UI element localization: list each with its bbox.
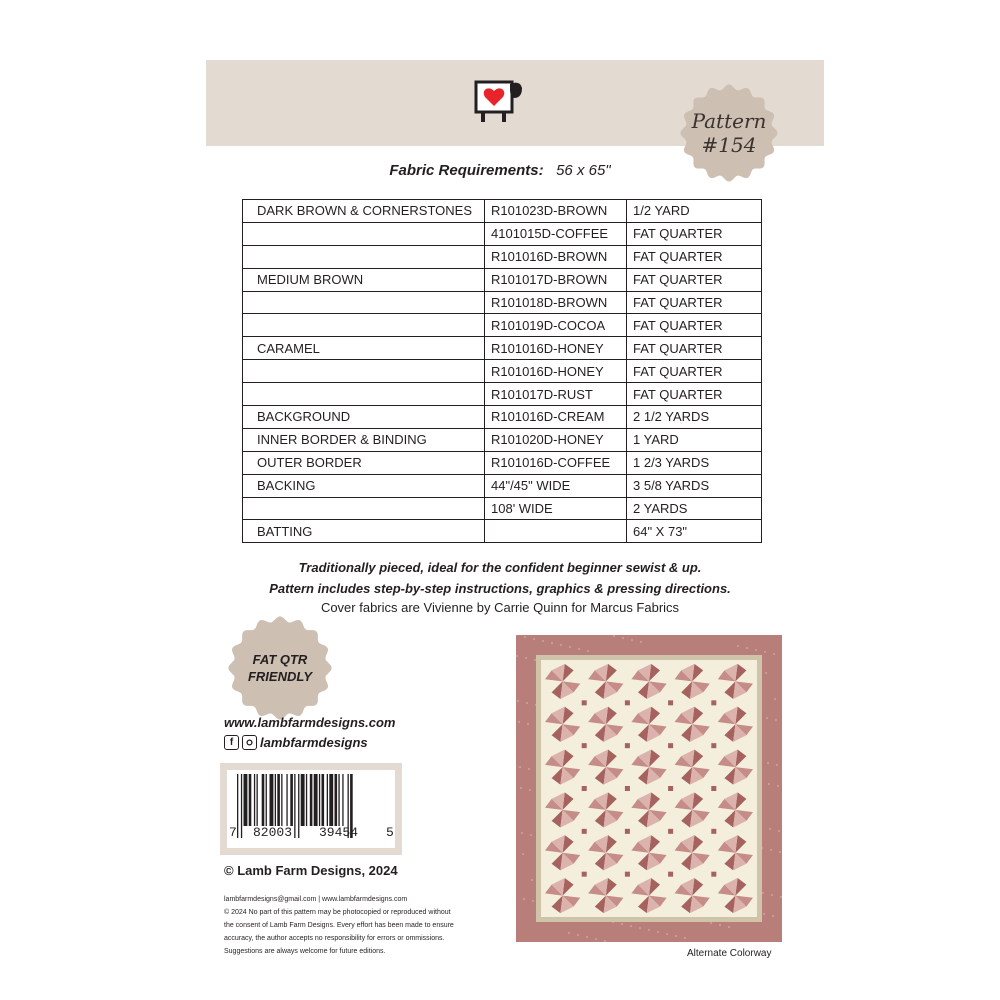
description-line-1: Traditionally pieced, ideal for the confident beginner sewist & up. bbox=[298, 560, 702, 575]
border-print-dot bbox=[710, 922, 712, 924]
cornerstone bbox=[668, 700, 673, 705]
border-print-dot bbox=[516, 655, 518, 657]
fabric-color-cell: BACKGROUND bbox=[243, 406, 485, 429]
instagram-icon[interactable] bbox=[242, 735, 257, 750]
description-line-2: Pattern includes step-by-step instructions, graphics & pressing directions. bbox=[269, 581, 731, 596]
border-print-dot bbox=[666, 933, 668, 935]
fabric-sku-cell: R101019D-COCOA bbox=[485, 314, 627, 337]
copyright: © Lamb Farm Designs, 2024 bbox=[224, 863, 398, 878]
quilt-background bbox=[541, 660, 757, 917]
border-print-dot bbox=[534, 659, 536, 661]
cornerstone bbox=[668, 872, 673, 877]
fabric-color-cell: OUTER BORDER bbox=[243, 451, 485, 474]
fabric-sku-cell: R101018D-BROWN bbox=[485, 291, 627, 314]
barcode-bar bbox=[298, 774, 299, 838]
border-print-dot bbox=[528, 768, 530, 770]
border-print-dot bbox=[523, 898, 525, 900]
fabric-requirements-label: Fabric Requirements: bbox=[389, 162, 544, 179]
barcode-bar bbox=[254, 774, 255, 826]
barcode-bar bbox=[277, 774, 280, 826]
badge-line-2: #154 bbox=[701, 133, 757, 157]
legal-line: accuracy, the author accepts no responsibility for errors or ommissions. bbox=[224, 935, 445, 942]
cornerstone bbox=[711, 743, 716, 748]
cornerstone bbox=[625, 700, 630, 705]
border-print-dot bbox=[770, 849, 772, 851]
border-print-dot bbox=[532, 900, 534, 902]
border-print-dot bbox=[768, 783, 770, 785]
border-print-dot bbox=[648, 929, 650, 931]
fabric-color-cell bbox=[243, 245, 485, 268]
border-print-dot bbox=[737, 645, 739, 647]
border-print-dot bbox=[613, 635, 615, 637]
fabric-sku-cell: 108' WIDE bbox=[485, 497, 627, 520]
fabric-sku-cell: R101017D-BROWN bbox=[485, 268, 627, 291]
border-print-dot bbox=[728, 926, 730, 928]
fabric-amount-cell: 1 YARD bbox=[627, 428, 762, 451]
border-print-dot bbox=[774, 698, 776, 700]
fabric-sku-cell: R101016D-BROWN bbox=[485, 245, 627, 268]
fabric-sku-cell: 4101015D-COFFEE bbox=[485, 222, 627, 245]
fabric-row bbox=[243, 222, 762, 245]
barcode-bar bbox=[294, 774, 295, 838]
social-handle: lambfarmdesigns bbox=[260, 735, 368, 750]
cornerstone bbox=[625, 743, 630, 748]
fabric-amount-cell: FAT QUARTER bbox=[627, 268, 762, 291]
border-print-dot bbox=[524, 636, 526, 638]
cornerstone bbox=[711, 872, 716, 877]
fabric-row bbox=[243, 291, 762, 314]
fabric-sku-cell: R101016D-HONEY bbox=[485, 337, 627, 360]
border-print-dot bbox=[779, 851, 781, 853]
barcode-bar bbox=[262, 774, 265, 826]
barcode-bar bbox=[342, 774, 343, 826]
border-print-dot bbox=[530, 834, 532, 836]
border-print-dot bbox=[622, 637, 624, 639]
barcode-bar bbox=[266, 774, 267, 826]
fabric-color-cell: INNER BORDER & BINDING bbox=[243, 428, 485, 451]
border-print-dot bbox=[778, 830, 780, 832]
fabric-color-cell: DARK BROWN & CORNERSTONES bbox=[243, 200, 485, 223]
border-print-dot bbox=[764, 651, 766, 653]
border-print-dot bbox=[777, 785, 779, 787]
cornerstone bbox=[625, 872, 630, 877]
border-print-dot bbox=[675, 935, 677, 937]
cornerstone bbox=[582, 786, 587, 791]
pattern-description bbox=[0, 557, 1000, 599]
border-print-dot bbox=[526, 702, 528, 704]
barcode-digit-first: 7 bbox=[229, 825, 237, 840]
fabric-sku-cell: 44"/45" WIDE bbox=[485, 474, 627, 497]
barcode-bar bbox=[314, 774, 318, 826]
fabric-amount-cell: 2 YARDS bbox=[627, 497, 762, 520]
fabric-amount-cell: 2 1/2 YARDS bbox=[627, 406, 762, 429]
border-print-dot bbox=[517, 700, 519, 702]
fabric-row bbox=[243, 314, 762, 337]
fabric-sku-cell bbox=[485, 520, 627, 543]
border-print-dot bbox=[578, 648, 580, 650]
barcode-bar bbox=[270, 774, 274, 826]
cornerstone bbox=[668, 829, 673, 834]
barcode-bar bbox=[249, 774, 252, 826]
barcode-bar bbox=[319, 774, 320, 826]
border-print-dot bbox=[684, 937, 686, 939]
cornerstone bbox=[625, 829, 630, 834]
border-print-dot bbox=[525, 657, 527, 659]
fabric-sku-cell: R101016D-HONEY bbox=[485, 360, 627, 383]
barcode-bar bbox=[257, 774, 258, 826]
fabric-requirements-title bbox=[0, 162, 1000, 179]
fabric-amount-cell: 1/2 YARD bbox=[627, 200, 762, 223]
legal-line: © 2024 No part of this pattern may be photocopied or reproduced without bbox=[224, 909, 451, 916]
border-print-dot bbox=[577, 934, 579, 936]
fabric-sku-cell: R101017D-RUST bbox=[485, 383, 627, 406]
border-print-dot bbox=[780, 896, 782, 898]
barcode-bar bbox=[244, 774, 248, 826]
legal-notice bbox=[224, 893, 499, 958]
fabric-row bbox=[243, 406, 762, 429]
border-print-dot bbox=[765, 672, 767, 674]
border-print-dot bbox=[772, 915, 774, 917]
fatqtr-line-2: FRIENDLY bbox=[247, 669, 313, 684]
border-print-dot bbox=[531, 879, 533, 881]
badge-line-1: Pattern bbox=[691, 109, 767, 133]
cornerstone bbox=[582, 829, 587, 834]
cornerstone bbox=[582, 700, 587, 705]
border-print-dot bbox=[755, 649, 757, 651]
barcode-bar bbox=[281, 774, 282, 826]
fabric-color-cell bbox=[243, 222, 485, 245]
fabric-row bbox=[243, 428, 762, 451]
border-print-dot bbox=[771, 894, 773, 896]
fabric-amount-cell: FAT QUARTER bbox=[627, 383, 762, 406]
barcode-bar bbox=[327, 774, 328, 826]
fabric-row bbox=[243, 337, 762, 360]
fabric-color-cell: CARAMEL bbox=[243, 337, 485, 360]
border-print-dot bbox=[657, 931, 659, 933]
fabric-row bbox=[243, 360, 762, 383]
barcode-bar bbox=[275, 774, 276, 826]
border-print-dot bbox=[520, 787, 522, 789]
fabric-color-cell: MEDIUM BROWN bbox=[243, 268, 485, 291]
border-print-dot bbox=[746, 647, 748, 649]
quilt-size: 56 x 65" bbox=[556, 162, 611, 179]
fabric-amount-cell: FAT QUARTER bbox=[627, 245, 762, 268]
border-print-dot bbox=[762, 892, 764, 894]
border-print-dot bbox=[639, 927, 641, 929]
fabric-row bbox=[243, 245, 762, 268]
barcode-bar bbox=[329, 774, 333, 826]
fabric-row bbox=[243, 200, 762, 223]
fabric-color-cell bbox=[243, 360, 485, 383]
fabric-amount-cell: FAT QUARTER bbox=[627, 222, 762, 245]
fabric-color-cell bbox=[243, 383, 485, 406]
fabric-row bbox=[243, 383, 762, 406]
border-print-dot bbox=[631, 639, 633, 641]
fabric-row bbox=[243, 451, 762, 474]
fabric-row bbox=[243, 497, 762, 520]
border-print-dot bbox=[542, 640, 544, 642]
cornerstone bbox=[668, 786, 673, 791]
border-print-dot bbox=[518, 721, 520, 723]
barcode-bar bbox=[290, 774, 293, 826]
border-print-dot bbox=[522, 853, 524, 855]
cornerstone bbox=[582, 743, 587, 748]
fabric-row bbox=[243, 268, 762, 291]
barcode-group-1: 82003 bbox=[253, 825, 293, 840]
barcode-bar bbox=[301, 774, 305, 826]
fabric-sku-cell: R101016D-CREAM bbox=[485, 406, 627, 429]
border-print-dot bbox=[766, 717, 768, 719]
cornerstone bbox=[711, 700, 716, 705]
border-print-dot bbox=[527, 723, 529, 725]
cornerstone bbox=[625, 786, 630, 791]
border-print-dot bbox=[769, 828, 771, 830]
fat-qtr-friendly-badge bbox=[227, 615, 333, 721]
fabric-color-cell bbox=[243, 314, 485, 337]
barcode-bar bbox=[335, 774, 338, 826]
barcode-bar bbox=[286, 774, 287, 826]
border-print-dot bbox=[560, 644, 562, 646]
image-caption: Alternate Colorway bbox=[687, 948, 772, 959]
fabric-sku-cell: R101016D-COFFEE bbox=[485, 451, 627, 474]
barcode-bar bbox=[310, 774, 313, 826]
border-print-dot bbox=[776, 764, 778, 766]
barcode-bar bbox=[241, 774, 242, 838]
border-print-dot bbox=[587, 650, 589, 652]
border-print-dot bbox=[630, 925, 632, 927]
fabric-color-cell bbox=[243, 497, 485, 520]
fabric-color-cell: BACKING bbox=[243, 474, 485, 497]
border-print-dot bbox=[640, 641, 642, 643]
fabric-credit: Cover fabrics are Vivienne by Carrie Quinn for Marcus Fabrics bbox=[320, 600, 680, 615]
border-print-dot bbox=[773, 653, 775, 655]
border-print-dot bbox=[519, 766, 521, 768]
fabric-amount-cell: 1 2/3 YARDS bbox=[627, 451, 762, 474]
social-handle-row bbox=[224, 735, 368, 750]
fabric-sku-cell: R101023D-BROWN bbox=[485, 200, 627, 223]
fatqtr-line-1: FAT QTR bbox=[252, 652, 308, 667]
legal-line: lambfarmdesigns@gmail.com | www.lambfarmdesigns.com bbox=[224, 896, 408, 903]
border-print-dot bbox=[569, 646, 571, 648]
fabric-sku-cell: R101020D-HONEY bbox=[485, 428, 627, 451]
border-print-dot bbox=[595, 938, 597, 940]
barcode-bar bbox=[237, 774, 238, 838]
fabric-color-cell: BATTING bbox=[243, 520, 485, 543]
border-print-dot bbox=[521, 832, 523, 834]
barcode-bar bbox=[338, 774, 339, 826]
cornerstone bbox=[668, 743, 673, 748]
border-print-dot bbox=[586, 936, 588, 938]
fabric-amount-cell: 3 5/8 YARDS bbox=[627, 474, 762, 497]
fabric-amount-cell: 64" X 73" bbox=[627, 520, 762, 543]
sheep-heart-icon bbox=[474, 76, 524, 124]
border-print-dot bbox=[719, 924, 721, 926]
legal-line: the consent of Lamb Farm Designs. Every effort has been made to ensure bbox=[224, 922, 454, 929]
legal-line: Suggestions are always welcome for future editions. bbox=[224, 948, 386, 955]
cornerstone bbox=[582, 872, 587, 877]
fabric-row bbox=[243, 520, 762, 543]
fabric-amount-cell: FAT QUARTER bbox=[627, 360, 762, 383]
border-print-dot bbox=[763, 913, 765, 915]
barcode-bar bbox=[322, 774, 325, 826]
border-print-dot bbox=[775, 719, 777, 721]
border-print-dot bbox=[604, 940, 606, 942]
border-print-dot bbox=[568, 932, 570, 934]
fabric-amount-cell: FAT QUARTER bbox=[627, 314, 762, 337]
fabric-requirements-table bbox=[242, 199, 762, 543]
barcode-group-2: 39454 bbox=[319, 825, 359, 840]
border-print-dot bbox=[621, 923, 623, 925]
cornerstone bbox=[711, 786, 716, 791]
alternate-colorway-quilt-image bbox=[516, 635, 782, 942]
border-print-dot bbox=[529, 789, 531, 791]
border-print-dot bbox=[551, 642, 553, 644]
barcode-bar bbox=[306, 774, 307, 826]
border-print-dot bbox=[533, 638, 535, 640]
fabric-row bbox=[243, 474, 762, 497]
border-print-dot bbox=[767, 762, 769, 764]
fabric-color-cell bbox=[243, 291, 485, 314]
cornerstone bbox=[711, 829, 716, 834]
fabric-amount-cell: FAT QUARTER bbox=[627, 337, 762, 360]
fabric-amount-cell: FAT QUARTER bbox=[627, 291, 762, 314]
website-link[interactable]: www.lambfarmdesigns.com bbox=[224, 715, 396, 730]
barcode-digit-last: 5 bbox=[386, 825, 394, 840]
facebook-icon[interactable]: f bbox=[224, 735, 239, 750]
